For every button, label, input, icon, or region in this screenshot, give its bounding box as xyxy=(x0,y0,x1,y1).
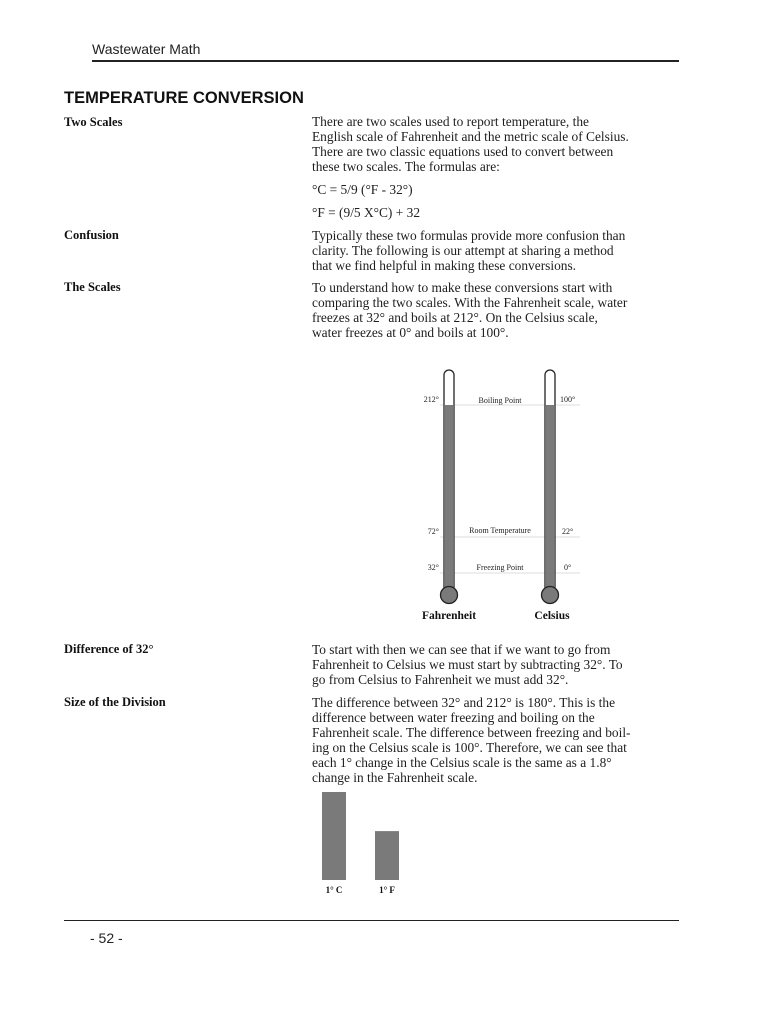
side-heading-difference: Difference of 32° xyxy=(64,642,154,656)
text-line: go from Celsius to Fahrenheit we must add 32°. xyxy=(312,672,569,687)
side-heading-the-scales: The Scales xyxy=(64,280,121,294)
text-line: English scale of Fahrenheit and the metric scale of Celsius. xyxy=(312,129,629,144)
text-line: The difference between 32° and 212° is 180°. This is the xyxy=(312,695,616,710)
celsius-mercury xyxy=(546,405,554,590)
text-line: comparing the two scales. With the Fahrenheit scale, water xyxy=(312,295,628,310)
text-line: ing on the Celsius scale is 100°. Therefore, we can see that xyxy=(312,740,627,755)
fahrenheit-bulb xyxy=(441,587,458,604)
celsius-100-label: 100° xyxy=(560,395,576,404)
text-line: freezes at 32° and boils at 212°. On the Celsius scale, xyxy=(312,310,598,325)
text-line: each 1° change in the Celsius scale is the same as a 1.8° xyxy=(312,755,612,770)
page-number: - 52 - xyxy=(90,930,123,946)
text-line: Fahrenheit to Celsius we must start by subtracting 32°. To xyxy=(312,657,623,672)
text-line: these two scales. The formulas are: xyxy=(312,159,500,174)
text-line: To understand how to make these conversions start with xyxy=(312,280,613,295)
formula-fahrenheit: °F = (9/5 X°C) + 32 xyxy=(312,205,421,220)
bar-celsius xyxy=(322,792,346,880)
fahrenheit-72-label: 72° xyxy=(427,527,439,536)
division-bar-chart xyxy=(300,780,440,905)
celsius-22-label: 22° xyxy=(562,527,574,536)
text-line: There are two scales used to report temperature, the xyxy=(312,114,589,129)
text-line: difference between water freezing and boiling on the xyxy=(312,710,595,725)
text-line: water freezes at 0° and boils at 100°. xyxy=(312,325,509,340)
bar-label-celsius: 1° C xyxy=(325,885,343,895)
text-line: There are two classic equations used to convert between xyxy=(312,144,614,159)
side-heading-division: Size of the Division xyxy=(64,695,166,709)
text-line: To start with then we can see that if we want to go from xyxy=(312,642,611,657)
side-heading-confusion: Confusion xyxy=(64,228,119,242)
text-line: change in the Fahrenheit scale. xyxy=(312,770,478,785)
celsius-caption: Celsius xyxy=(534,610,570,622)
text-line: Typically these two formulas provide more confusion than xyxy=(312,228,626,243)
text-line: that we find helpful in making these conversions. xyxy=(312,258,577,273)
text-line: Fahrenheit scale. The difference between freezing and boil- xyxy=(312,725,631,740)
paragraph-difference xyxy=(312,642,682,687)
text-line: clarity. The following is our attempt at sharing a method xyxy=(312,243,614,258)
section-title: TEMPERATURE CONVERSION xyxy=(64,89,304,107)
celsius-0-label: 0° xyxy=(564,563,572,572)
paragraph-division xyxy=(312,695,682,785)
formula-celsius: °C = 5/9 (°F - 32°) xyxy=(312,182,413,197)
freezing-point-label: Freezing Point xyxy=(476,563,524,572)
side-heading-two-scales: Two Scales xyxy=(64,115,123,129)
bar-label-fahrenheit: 1° F xyxy=(379,885,395,895)
footer-rule xyxy=(64,920,679,921)
fahrenheit-212-label: 212° xyxy=(423,395,439,404)
boiling-point-label: Boiling Point xyxy=(478,396,522,405)
celsius-bulb xyxy=(542,587,559,604)
fahrenheit-caption: Fahrenheit xyxy=(421,610,477,622)
room-temperature-label: Room Temperature xyxy=(469,526,531,535)
running-header: Wastewater Math xyxy=(92,41,201,57)
fahrenheit-32-label: 32° xyxy=(427,563,439,572)
bar-fahrenheit xyxy=(375,831,399,880)
fahrenheit-mercury xyxy=(445,405,453,590)
